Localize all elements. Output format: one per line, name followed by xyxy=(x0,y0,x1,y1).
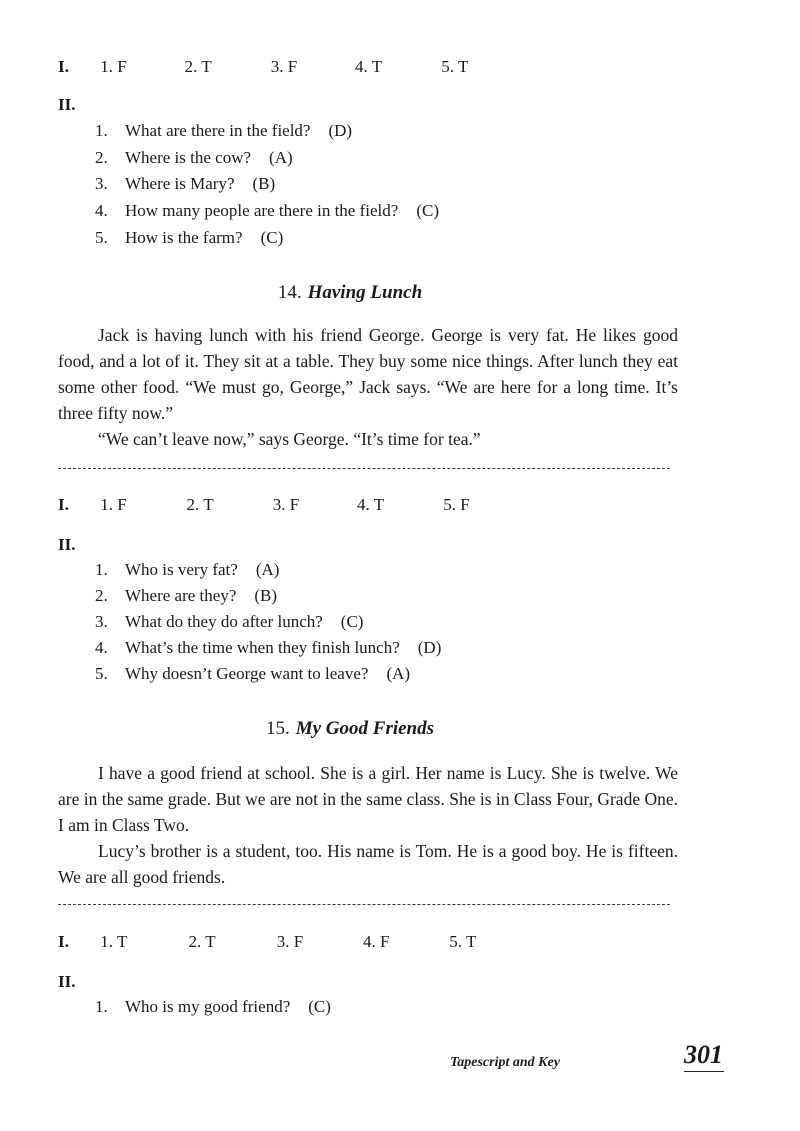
tf-item: 3. F xyxy=(272,495,300,514)
part-label: II. xyxy=(58,972,76,991)
tf-item: 2. T xyxy=(184,57,212,76)
question-item: 5. Why doesn’t George want to leave? (A) xyxy=(95,664,411,683)
question-item: 4. How many people are there in the field? (C) xyxy=(95,201,439,220)
part-label: I. xyxy=(58,932,69,951)
section-title: Having Lunch xyxy=(307,282,423,303)
tf-item: 3. F xyxy=(276,932,304,951)
section-number: 14. xyxy=(277,282,302,303)
tf-item: 4. T xyxy=(355,57,383,76)
passage-paragraph: “We can’t leave now,” says George. “It’s time for tea.” xyxy=(98,429,481,449)
question-item: 1. What are there in the field? (D) xyxy=(95,121,353,140)
tf-item: 2. T xyxy=(188,932,216,951)
question-item: 1. Who is very fat? (A) xyxy=(95,560,280,579)
tf-item: 5. T xyxy=(449,932,477,951)
question-item: 3. What do they do after lunch? (C) xyxy=(95,612,364,631)
section-title: My Good Friends xyxy=(295,718,435,739)
tf-item: 5. F xyxy=(443,495,470,514)
section-heading xyxy=(0,718,700,740)
dashed-divider xyxy=(58,904,670,905)
page-number: 301 xyxy=(684,1040,723,1069)
question-item: 1. Who is my good friend? (C) xyxy=(95,997,331,1016)
passage-paragraph: Jack is having lunch with his friend George. George is very fat. He likes good food, and a lot of it. They sit at a table. They buy some nice things. After lunch they eat some other food. “We must go, George,” Jack says. “We are here for a long time. It’s three fifty now.” xyxy=(58,325,678,423)
true-false-answers xyxy=(58,57,468,77)
tf-item: 4. F xyxy=(363,932,390,951)
question-item: 2. Where is the cow? (A) xyxy=(95,148,293,167)
question-item: 2. Where are they? (B) xyxy=(95,586,278,605)
dashed-divider xyxy=(58,468,670,469)
tf-item: 5. T xyxy=(441,57,469,76)
tf-item: 1. T xyxy=(100,932,128,951)
passage-paragraph: Lucy’s brother is a student, too. His name is Tom. He is a good boy. He is fifteen. We are all good friends. xyxy=(58,841,678,887)
passage xyxy=(58,322,678,452)
question-item: 5. How is the farm? (C) xyxy=(95,228,284,247)
passage xyxy=(58,760,678,890)
tf-item: 3. F xyxy=(270,57,298,76)
part-label: I. xyxy=(58,57,69,76)
section-heading xyxy=(0,282,700,304)
question-item: 3. Where is Mary? (B) xyxy=(95,174,276,193)
true-false-answers xyxy=(58,495,470,515)
section-number: 15. xyxy=(265,718,290,739)
tf-item: 2. T xyxy=(186,495,214,514)
question-item: 4. What’s the time when they finish lunch? (D) xyxy=(95,638,442,657)
passage-paragraph: I have a good friend at school. She is a girl. Her name is Lucy. She is twelve. We are in the same grade. But we are not in the same class. She is in Class Four, Grade One. I am in Class Two. xyxy=(58,763,678,835)
running-footer: Tapescript and Key xyxy=(450,1055,560,1070)
part-label: II. xyxy=(58,535,76,554)
tf-item: 1. F xyxy=(100,57,127,76)
page-number-underline xyxy=(684,1071,724,1072)
part-label: I. xyxy=(58,495,69,514)
tf-item: 1. F xyxy=(100,495,127,514)
true-false-answers xyxy=(58,932,476,952)
tf-item: 4. T xyxy=(357,495,385,514)
part-label: II. xyxy=(58,95,76,114)
